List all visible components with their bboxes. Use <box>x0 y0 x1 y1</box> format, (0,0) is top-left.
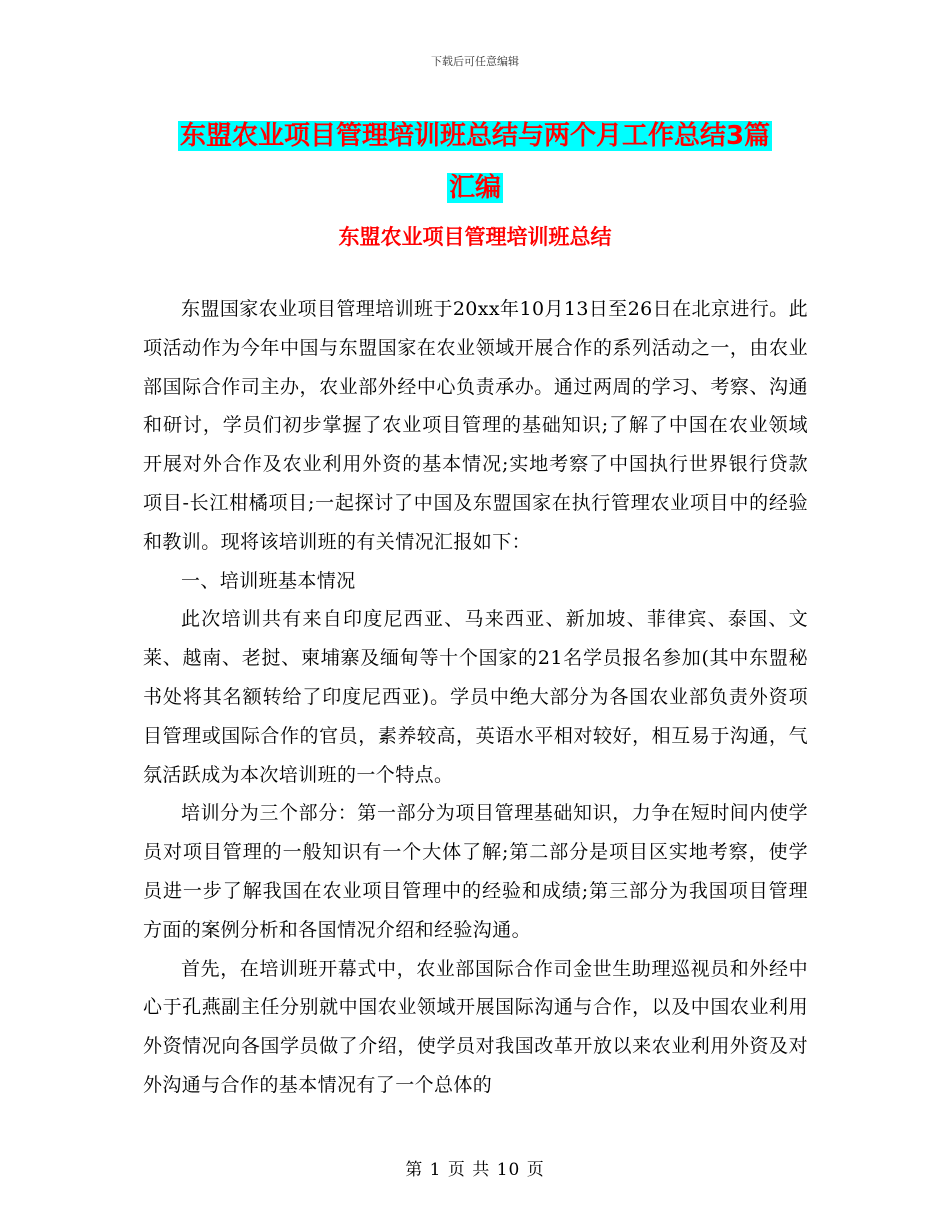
document-title <box>150 110 800 214</box>
page-header-note: 下载后可任意编辑 <box>431 55 519 68</box>
document-body <box>143 290 808 1105</box>
paragraph-opening-ceremony: 首先，在培训班开幕式中，农业部国际合作司金世生助理巡视员和外经中心于孔燕副主任分别就中国农业领域开展国际沟通与合作，以及中国农业利用外资情况向各国学员做了介绍，使学员对我国改革开放以来农业利用外资及对外沟通与合作的基本情况有了一个总体的 <box>143 957 808 1096</box>
document-title-line-1: 东盟农业项目管理培训班总结与两个月工作总结3篇 <box>179 121 771 151</box>
section-title: 东盟农业项目管理培训班总结 <box>338 225 612 249</box>
page-footer-page-number: 第 1 页 共 10 页 <box>405 1160 545 1180</box>
paragraph-intro: 东盟国家农业项目管理培训班于20xx年10月13日至26日在北京进行。此项活动作为今年中国与东盟国家在农业领域开展合作的系列活动之一，由农业部国际合作司主办，农业部外经中心负责承办。通过两周的学习、考察、沟通和研讨，学员们初步掌握了农业项目管理的基础知识;了解了中国在农业领域开展对外合作及农业利用外资的基本情况;实地考察了中国执行世界银行贷款项目-长江柑橘项目;一起探讨了中国及东盟国家在执行管理农业项目中的经验和教训。现将该培训班的有关情况汇报如下： <box>143 298 808 553</box>
paragraph-participants: 此次培训共有来自印度尼西亚、马来西亚、新加坡、菲律宾、泰国、文莱、越南、老挝、柬埔寨及缅甸等十个国家的21名学员报名参加(其中东盟秘书处将其名额转给了印度尼西亚)。学员中绝大部分为各国农业部负责外资项目管理或国际合作的官员，素养较高，英语水平相对较好，相互易于沟通，气氛活跃成为本次培训班的一个特点。 <box>143 608 808 786</box>
paragraph-training-parts: 培训分为三个部分：第一部分为项目管理基础知识，力争在短时间内使学员对项目管理的一般知识有一个大体了解;第二部分是项目区实地考察，使学员进一步了解我国在农业项目管理中的经验和成绩;第三部分为我国项目管理方面的案例分析和各国情况介绍和经验沟通。 <box>143 802 808 941</box>
document-title-line-2: 汇编 <box>448 173 501 203</box>
paragraph-heading-basic-info: 一、培训班基本情况 <box>181 569 356 592</box>
